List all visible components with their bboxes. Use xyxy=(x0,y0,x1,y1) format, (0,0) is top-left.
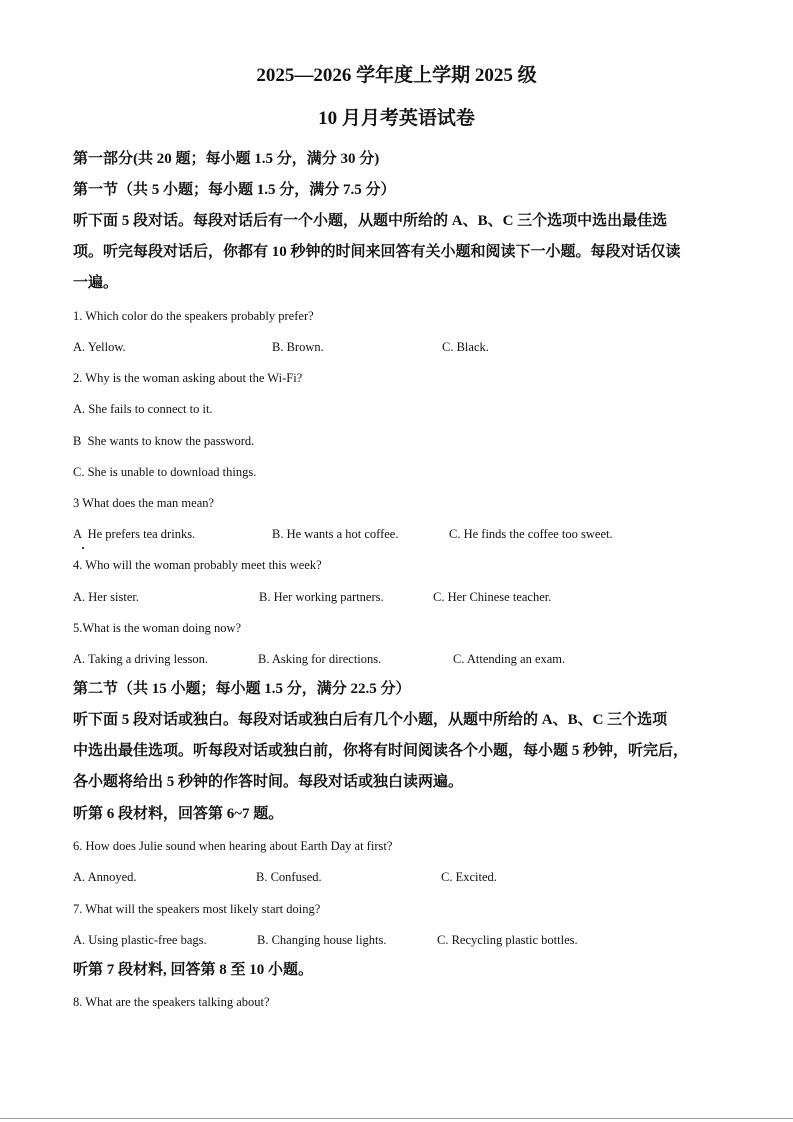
question-1-option-a: A. Yellow. xyxy=(73,340,126,354)
question-3-stem: 3 What does the man mean? xyxy=(73,496,215,510)
question-1-option-b: B. Brown. xyxy=(272,340,324,354)
question-7-option-c: C. Recycling plastic bottles. xyxy=(437,933,578,947)
section2-heading: 第二节（共 15 小题；每小题 1.5 分，满分 22.5 分） xyxy=(73,681,411,697)
section2-instruction-line: 中选出最佳选项。听每段对话或独白前，你将有时间阅读各个小题，每小题 5 秒钟，听完后， xyxy=(73,743,689,759)
question-4-stem: 4. Who will the woman probably meet this week? xyxy=(73,558,322,572)
question-6-option-b: B. Confused. xyxy=(256,870,322,884)
section1-heading: 第一节（共 5 小题；每小题 1.5 分，满分 7.5 分） xyxy=(73,182,396,198)
question-8-stem: 8. What are the speakers talking about? xyxy=(73,995,270,1009)
exam-title-line1: 2025—2026 学年度上学期 2025 级 xyxy=(256,65,537,86)
material-6-heading: 听第 6 段材料，回答第 6~7 题。 xyxy=(73,806,284,822)
part1-heading: 第一部分(共 20 题；每小题 1.5 分，满分 30 分) xyxy=(73,151,380,167)
section2-instruction-line: 听下面 5 段对话或独白。每段对话或独白后有几个小题，从题中所给的 A、B、C 三个选项 xyxy=(73,712,668,728)
question-3-option-a: A He prefers tea drinks. xyxy=(73,527,196,541)
question-5-option-c: C. Attending an exam. xyxy=(453,652,566,666)
question-4-option-a: A. Her sister. xyxy=(73,590,139,604)
question-7-option-b: B. Changing house lights. xyxy=(257,933,387,947)
page-bottom-border xyxy=(0,1118,793,1119)
question-2-option-a: A. She fails to connect to it. xyxy=(73,402,213,416)
exam-title-line2: 10 月月考英语试卷 xyxy=(318,108,475,129)
question-2-option-c: C. She is unable to download things. xyxy=(73,465,257,479)
section1-instruction-line: 听下面 5 段对话。每段对话后有一个小题，从题中所给的 A、B、C 三个选项中选出最佳选 xyxy=(73,213,668,229)
question-4-option-b: B. Her working partners. xyxy=(259,590,384,604)
section2-instruction-line: 各小题将给出 5 秒钟的作答时间。每段对话或独白读两遍。 xyxy=(73,774,464,790)
question-7-stem: 7. What will the speakers most likely start doing? xyxy=(73,902,321,916)
question-5-stem: 5.What is the woman doing now? xyxy=(73,621,242,635)
question-2-stem: 2. Why is the woman asking about the Wi-Fi? xyxy=(73,371,303,385)
question-3-option-c: C. He finds the coffee too sweet. xyxy=(449,527,613,541)
question-4-option-c: C. Her Chinese teacher. xyxy=(433,590,552,604)
question-2-option-b: B She wants to know the password. xyxy=(73,434,255,448)
question-1-option-c: C. Black. xyxy=(442,340,489,354)
question-1-stem: 1. Which color do the speakers probably prefer? xyxy=(73,309,314,323)
section1-instruction-line: 一遍。 xyxy=(73,275,119,291)
question-3-option-b: B. He wants a hot coffee. xyxy=(272,527,399,541)
question-7-option-a: A. Using plastic-free bags. xyxy=(73,933,207,947)
question-6-stem: 6. How does Julie sound when hearing about Earth Day at first? xyxy=(73,839,393,853)
question-6-option-a: A. Annoyed. xyxy=(73,870,137,884)
material-7-heading: 听第 7 段材料, 回答第 8 至 10 小题。 xyxy=(73,962,314,978)
section1-instruction-line: 项。听完每段对话后，你都有 10 秒钟的时间来回答有关小题和阅读下一小题。每段对话仅读 xyxy=(73,244,681,260)
question-5-option-b: B. Asking for directions. xyxy=(258,652,382,666)
question-6-option-c: C. Excited. xyxy=(441,870,497,884)
question-5-option-a: A. Taking a driving lesson. xyxy=(73,652,208,666)
stray-dot xyxy=(82,547,84,549)
